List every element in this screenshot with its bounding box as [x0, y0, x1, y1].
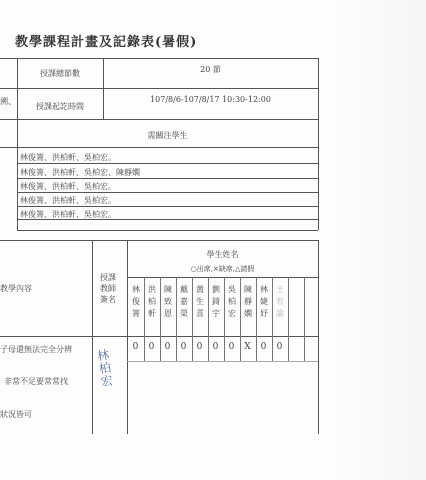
total-hours-value: 20 節	[200, 65, 221, 74]
attendance-mark: 0	[196, 342, 203, 352]
student-name-column: 劉 錡 宇	[212, 285, 220, 318]
content-header: 教學內容	[0, 284, 32, 293]
total-hours-label: 授課總節數	[40, 69, 80, 78]
student-name-column: 陳 致 恩	[164, 285, 172, 318]
teacher-signature-header: 授課教師簽名	[100, 273, 116, 304]
student-name-column: 林 婕 妤	[260, 285, 268, 318]
teacher-signature: 林 柏 宏	[96, 347, 114, 389]
student-names-header: 學生姓名	[206, 250, 239, 259]
attendance-legend: ○出席,×缺席,△請假	[190, 265, 255, 273]
student-name-column: 林 俊 箐	[132, 285, 140, 318]
attendance-mark: X	[244, 342, 251, 352]
attendance-mark: 0	[260, 342, 267, 352]
attention-section-header: 需關注學生	[147, 131, 188, 140]
attendance-mark: 0	[276, 342, 283, 352]
attention-row: 林俊箐、洪柏軒、吳柏宏。	[20, 182, 116, 191]
teaching-period-value: 107/8/6-107/8/17 10:30-12:00	[150, 95, 271, 104]
content-line: 非常不足要常常找	[4, 377, 68, 386]
page-edge-shadow	[330, 0, 426, 480]
attendance-mark: 0	[212, 342, 219, 352]
teaching-period-label: 授課起訖時間	[36, 102, 84, 111]
student-name-column: 王 宥 諭	[276, 285, 284, 318]
student-name-column: 洪 柏 軒	[148, 285, 156, 318]
student-name-column: 黃 生 喜	[196, 285, 204, 318]
attention-row: 林俊箐、洪柏軒、吳柏宏。	[20, 196, 116, 205]
attention-row: 林俊箐、洪柏軒、吳柏宏。	[20, 153, 116, 162]
student-name-column: 陳 靜 嫻	[244, 285, 252, 318]
cut-left-text: 溯、	[0, 97, 16, 106]
attendance-mark: 0	[228, 342, 235, 352]
attendance-mark: 0	[180, 342, 187, 352]
attendance-mark: 0	[148, 342, 155, 352]
content-line: 狀況皆可	[0, 410, 32, 419]
content-line: 子母還無法完全分辨	[0, 345, 72, 354]
attendance-mark: 0	[164, 342, 171, 352]
page-title: 教學課程計畫及記錄表(暑假)	[15, 35, 198, 50]
student-name-column: 戴 嘉 榮	[180, 285, 188, 318]
attention-row: 林俊箐、洪柏軒、吳柏宏、陳靜嫻	[20, 168, 140, 177]
student-name-column: 吳 柏 宏	[228, 285, 236, 318]
attendance-mark: 0	[132, 342, 139, 352]
attention-row: 林俊箐、洪柏軒、吳柏宏。	[20, 210, 116, 219]
